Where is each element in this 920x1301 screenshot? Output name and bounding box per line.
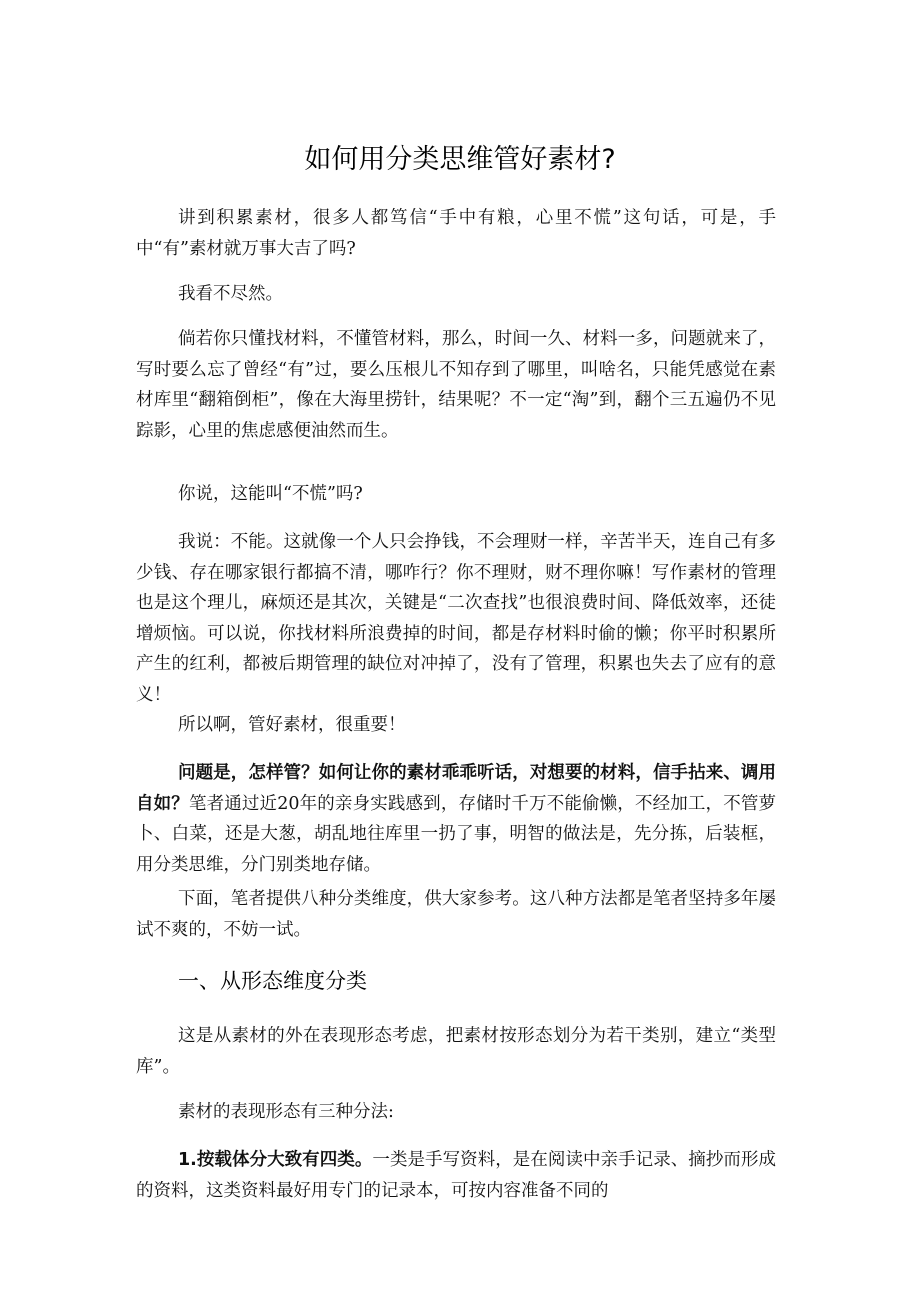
paragraph-7: [136, 758, 776, 880]
paragraph-2: 我看不尽然。: [178, 284, 283, 304]
section-heading-1: 一、从形态维度分类: [178, 969, 367, 993]
section-1-item-1: [136, 1145, 776, 1206]
paragraph-6: 所以啊，管好素材，很重要！: [178, 715, 406, 735]
section-1-paragraph-2: 素材的表现形态有三种分法:: [178, 1102, 394, 1122]
paragraph-8: 下面，笔者提供八种分类维度，供大家参考。这八种方法都是笔者坚持多年屡试不爽的，不妨一试。: [136, 889, 776, 940]
paragraph-4: 你说，这能叫“不慌”吗?: [178, 484, 363, 504]
section-1-paragraph-1: 这是从素材的外在表现形态考虑，把素材按形态划分为若干类别，建立“类型库”。: [136, 1026, 776, 1077]
document-title: 如何用分类思维管好素材?: [304, 144, 616, 175]
paragraph-7-body: 笔者通过近20年的亲身实践感到，存储时千万不能偷懒，不经加工，不管萝卜、白菜，还是大葱，胡乱地往库里一扔了事，明智的做法是，先分拣，后装框，用分类思维，分门别类地存储。: [136, 793, 777, 875]
section-1-item-1-body: 一类是手写资料，是在阅读中亲手记录、摘抄而形成的资料，这类资料最好用专门的记录本，可按内容准备不同的: [136, 1150, 777, 1201]
paragraph-1: 讲到积累素材，很多人都笃信“手中有粮，心里不慌”这句话，可是，手中“有”素材就万事大吉了吗?: [136, 208, 776, 259]
section-1-item-1-bold-lead: 1.按载体分大致有四类。: [178, 1150, 373, 1170]
paragraph-7-bold-lead: 问题是，怎样管？如何让你的素材乖乖听话，对想要的材料，信手拈来、调用自如？: [136, 763, 776, 814]
paragraph-3: 倘若你只懂找材料，不懂管材料，那么，时间一久、材料一多，问题就来了，写时要么忘了曾经“有”过，要么压根儿不知存到了哪里，叫啥名，只能凭感觉在素材库里“翻箱倒柜”，像在大海里捞针，结果呢？不一定“淘”到，翻个三五遍仍不见踪影，心里的焦虑感便油然而生。: [136, 329, 776, 441]
paragraph-5: 我说：不能。这就像一个人只会挣钱，不会理财一样，辛苦半天，连自己有多少钱、存在哪家银行都搞不清，哪咋行？你不理财，财不理你嘛！写作素材的管理也是这个理儿，麻烦还是其次，关键是“二次查找”也很浪费时间、降低效率，还徒增烦恼。可以说，你找材料所浪费掉的时间，都是存材料时偷的懒；你平时积累所产生的红利，都被后期管理的缺位对冲掉了，没有了管理，积累也失去了应有的意义！: [136, 532, 776, 705]
